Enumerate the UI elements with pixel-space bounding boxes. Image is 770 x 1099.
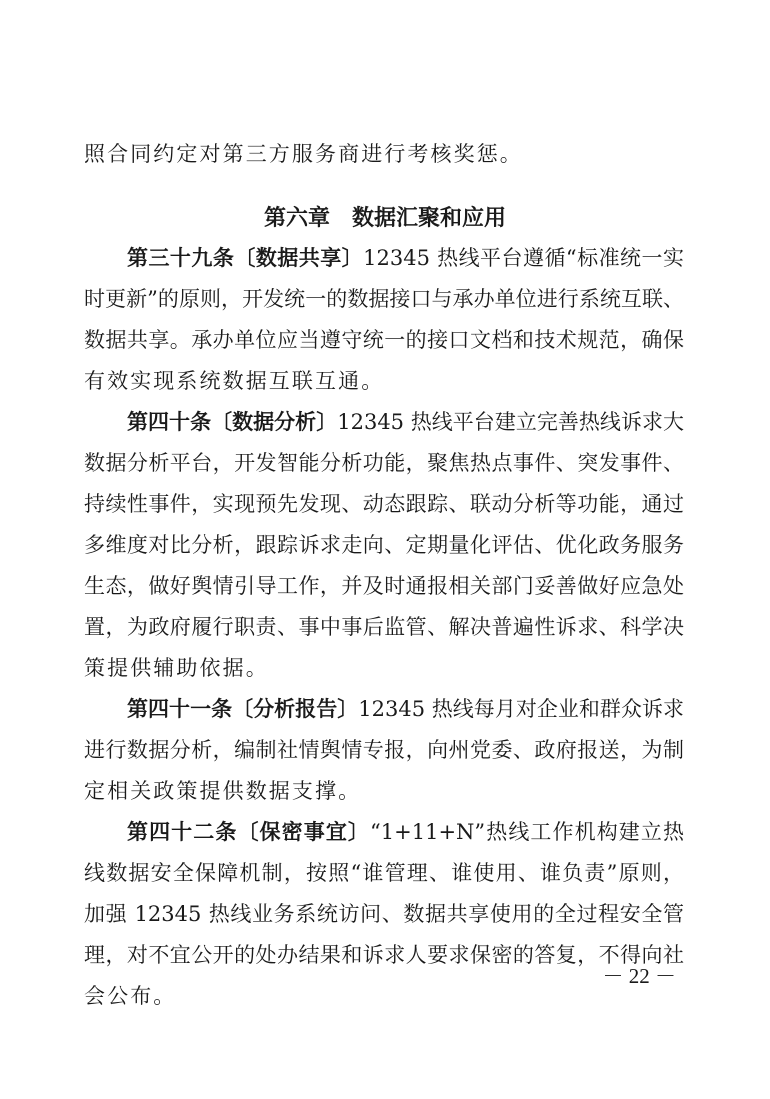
page-number: － 22 － xyxy=(602,964,676,988)
article-39-heading: 第三十九条〔数据共享〕 xyxy=(127,245,364,270)
article-40-first-line xyxy=(127,408,684,436)
article-40-line: 持续性事件，实现预先发现、动态跟踪、联动分析等功能，通过 xyxy=(84,492,684,516)
article-41-first-line xyxy=(127,695,684,723)
article-41-line: 定相关政策提供数据支撑。 xyxy=(84,779,362,803)
article-42-line: 线数据安全保障机制，按照“谁管理、谁使用、谁负责”原则， xyxy=(84,861,684,885)
intro-line: 照合同约定对第三方服务商进行考核奖惩。 xyxy=(84,142,523,166)
article-39-line: 12345 热线平台遵循“标准统一实 xyxy=(363,246,684,270)
article-42-heading: 第四十二条〔保密事宜〕 xyxy=(127,819,371,844)
article-40-heading: 第四十条〔数据分析〕 xyxy=(127,409,338,434)
article-40-line: 多维度对比分析，跟踪诉求走向、定期量化评估、优化政务服务 xyxy=(84,533,684,557)
article-41-heading: 第四十一条〔分析报告〕 xyxy=(127,696,359,721)
article-40-line: 策提供辅助依据。 xyxy=(84,656,269,680)
article-42-line: 加强 12345 热线业务系统访问、数据共享使用的全过程安全管 xyxy=(84,902,684,926)
article-41-line: 12345 热线每月对企业和群众诉求 xyxy=(358,697,684,721)
article-39-line: 有效实现系统数据互联互通。 xyxy=(84,369,385,393)
article-39-line: 数据共享。承办单位应当遵守统一的接口文档和技术规范，确保 xyxy=(84,328,684,352)
article-39-first-line xyxy=(127,244,684,272)
article-41-line: 进行数据分析，编制社情舆情专报，向州党委、政府报送，为制 xyxy=(84,738,684,762)
article-40-line: 数据分析平台，开发智能分析功能，聚焦热点事件、突发事件、 xyxy=(84,451,684,475)
article-42-line: 会公布。 xyxy=(84,984,177,1008)
article-39-line: 时更新”的原则，开发统一的数据接口与承办单位进行系统互联、 xyxy=(84,287,684,311)
article-42-line: 理，对不宜公开的处办结果和诉求人要求保密的答复，不得向社 xyxy=(84,943,684,967)
chapter-title: 第六章 数据汇聚和应用 xyxy=(263,206,506,231)
article-40-line: 12345 热线平台建立完善热线诉求大 xyxy=(337,410,685,434)
article-42-line: “1+11+N”热线工作机构建立热 xyxy=(370,820,684,844)
article-40-line: 生态，做好舆情引导工作，并及时通报相关部门妥善做好应急处 xyxy=(84,574,684,598)
article-42-first-line xyxy=(127,818,684,846)
article-40-line: 置，为政府履行职责、事中事后监管、解决普遍性诉求、科学决 xyxy=(84,615,684,639)
